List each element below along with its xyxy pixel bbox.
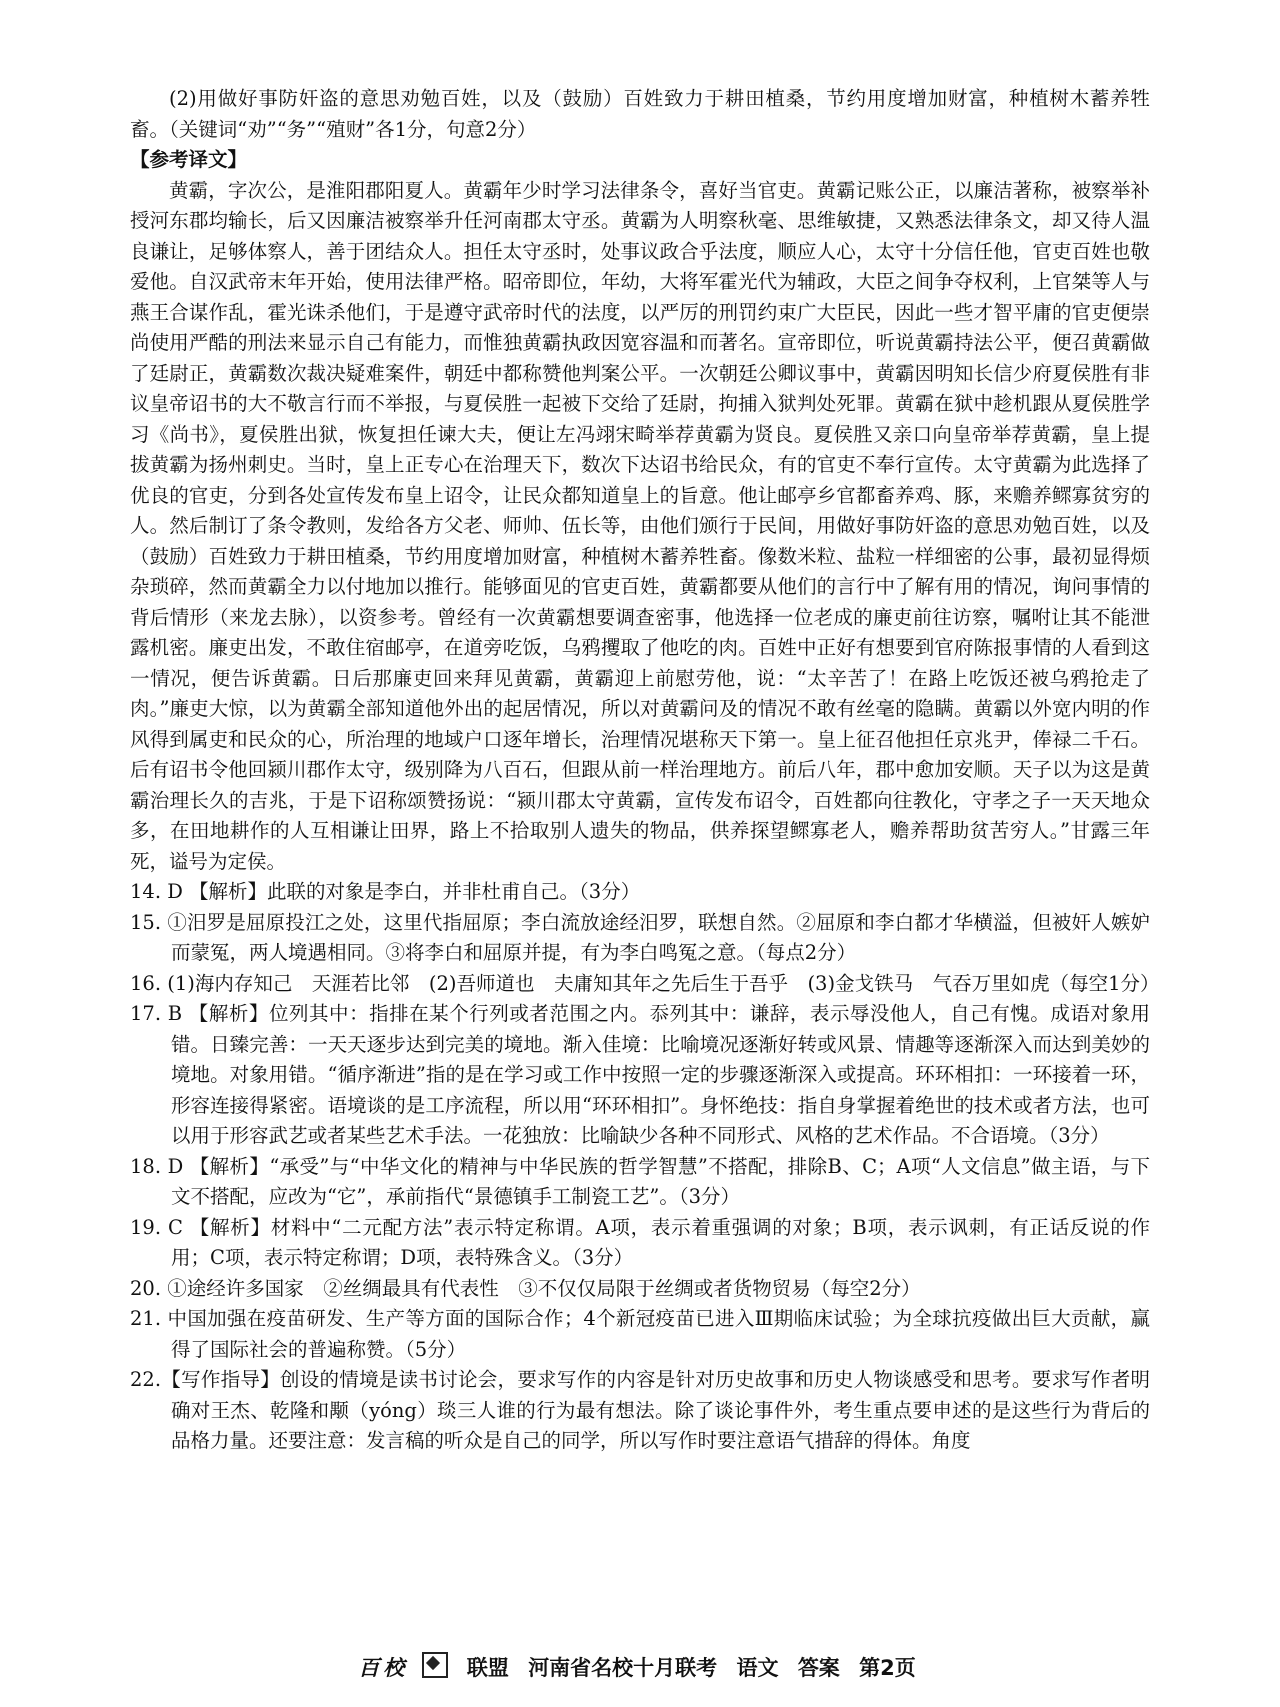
- answer-22: 22.【写作指导】创设的情境是读书讨论会，要求写作的内容是针对历史故事和历史人物谈感受和思考。要求写作者明确对王杰、乾隆和颙（yóng）琰三人谁的行为最有想法。除了谈论事件外，考生重点要申述的是这些行为背后的品格力量。还要注意：发言稿的听众是自己的同学，所以写作时要注意语气措辞的得体。角度: [130, 1368, 1150, 1452]
- answer-19: 19. C 【解析】材料中“二元配方法”表示特定称谓。A项，表示着重强调的对象；B项，表示讽刺，有正话反说的作用；C项，表示特定称谓；D项，表特殊含义。（3分）: [130, 1215, 1150, 1269]
- footer-alliance: 联盟: [466, 1656, 509, 1680]
- continuation-paragraph: (2)用做好事防奸盗的意思劝勉百姓，以及（鼓励）百姓致力于耕田植桑，节约用度增加财富，种植树木蓄养牲畜。（关键词“劝”“务”“殖财”各1分，句意2分）: [130, 87, 1150, 141]
- footer-subject: 语文: [736, 1656, 779, 1680]
- answer-20: 20. ①途经许多国家 ②丝绸最具有代表性 ③不仅仅局限于丝绸或者货物贸易（每空2分）: [130, 1276, 921, 1300]
- page-footer: [0, 1652, 1280, 1682]
- answer-14: 14. D 【解析】此联的对象是李白，并非杜甫自己。（3分）: [130, 880, 641, 903]
- answer-15: 15. ①汨罗是屈原投江之处，这里代指屈原；李白流放途经汨罗，联想自然。②屈原和李白都才华横溢，但被奸人嫉妒而蒙冤，两人境遇相同。③将李白和屈原并提，有为李白鸣冤之意。（每点2分）: [130, 910, 1150, 964]
- footer-page-number: 第2页: [859, 1656, 916, 1680]
- answer-sheet-page: [130, 84, 1160, 1457]
- alliance-logo-icon: [422, 1652, 448, 1678]
- answer-17: 17. B 【解析】位列其中：指排在某个行列或者范围之内。忝列其中：谦辞，表示辱没他人，自己有愧。成语对象用错。日臻完善：一天天逐步达到完美的境地。渐入佳境：比喻境况逐渐好转或风景、情趣等逐渐深入而达到美妙的境地。对象用错。“循序渐进”指的是在学习或工作中按照一定的步骤逐渐深入或提高。环环相扣：一环接着一环，形容连接得紧密。语境谈的是工序流程，所以用“环环相扣”。身怀绝技：指自身掌握着绝世的技术或者方法，也可以用于形容武艺或者某些艺术手法。一花独放：比喻缺少各种不同形式、风格的艺术作品。不合语境。（3分）: [130, 1002, 1150, 1147]
- translation-header: 【参考译文】: [130, 148, 248, 171]
- footer-exam-name: 河南省名校十月联考: [528, 1656, 718, 1680]
- footer-brand: 百校: [358, 1655, 409, 1680]
- answer-21: 21. 中国加强在疫苗研发、生产等方面的国际合作；4个新冠疫苗已进入Ⅲ期临床试验；为全球抗疫做出巨大贡献，赢得了国际社会的普遍称赞。（5分）: [130, 1307, 1150, 1361]
- answer-16: 16. (1)海内存知己 天涯若比邻 (2)吾师道也 夫庸知其年之先后生于吾乎 (3)金戈铁马 气吞万里如虎（每空1分）: [130, 971, 1160, 995]
- answer-18: 18. D 【解析】“承受”与“中华文化的精神与中华民族的哲学智慧”不搭配，排除B、C；A项“人文信息”做主语，与下文不搭配，应改为“它”，承前指代“景德镇手工制瓷工艺”。（3分）: [130, 1154, 1150, 1208]
- footer-type: 答案: [797, 1656, 840, 1680]
- translation-body: 黄霸，字次公，是淮阳郡阳夏人。黄霸年少时学习法律条令，喜好当官吏。黄霸记账公正，以廉洁著称，被察举补授河东郡均输长，后又因廉洁被察举升任河南郡太守丞。黄霸为人明察秋毫、思维敏捷，又熟悉法律条文，却又待人温良谦让，足够体察人，善于团结众人。担任太守丞时，处事议政合乎法度，顺应人心，太守十分信任他，官吏百姓也敬爱他。自汉武帝末年开始，使用法律严格。昭帝即位，年幼，大将军霍光代为辅政，大臣之间争夺权利，上官桀等人与燕王合谋作乱，霍光诛杀他们，于是遵守武帝时代的法度，以严厉的刑罚约束广大臣民，因此一些才智平庸的官吏便崇尚使用严酷的刑法来显示自己有能力，而惟独黄霸执政因宽容温和而著名。宣帝即位，听说黄霸持法公平，便召黄霸做了廷尉正，黄霸数次裁决疑难案件，朝廷中都称赞他判案公平。一次朝廷公卿议事中，黄霸因明知长信少府夏侯胜有非议皇帝诏书的大不敬言行而不举报，与夏侯胜一起被下交给了廷尉，拘捕入狱判处死罪。黄霸在狱中趁机跟从夏侯胜学习《尚书》，夏侯胜出狱，恢复担任谏大夫，便让左冯翊宋畸举荐黄霸为贤良。夏侯胜又亲口向皇帝举荐黄霸，皇上提拔黄霸为扬州刺史。当时，皇上正专心在治理天下，数次下达诏书给民众，有的官吏不奉行宣传。太守黄霸为此选择了优良的官吏，分到各处宣传发布皇上诏令，让民众都知道皇上的旨意。他让邮亭乡官都畜养鸡、豚，来赡养鳏寡贫穷的人。然后制订了条令教则，发给各方父老、师帅、伍长等，由他们颁行于民间，用做好事防奸盗的意思劝勉百姓，以及（鼓励）百姓致力于耕田植桑，节约用度增加财富，种植树木蓄养牲畜。像数米粒、盐粒一样细密的公事，最初显得烦杂琐碎，然而黄霸全力以付地加以推行。能够面见的官吏百姓，黄霸都要从他们的言行中了解有用的情况，询问事情的背后情形（来龙去脉），以资参考。曾经有一次黄霸想要调查密事，他选择一位老成的廉吏前往访察，嘱咐让其不能泄露机密。廉吏出发，不敢住宿邮亭，在道旁吃饭，乌鸦攫取了他吃的肉。百姓中正好有想要到官府陈报事情的人看到这一情况，便告诉黄霸。日后那廉吏回来拜见黄霸，黄霸迎上前慰劳他，说：“太辛苦了！在路上吃饭还被乌鸦抢走了肉。”廉吏大惊，以为黄霸全部知道他外出的起居情况，所以对黄霸问及的情况不敢有丝毫的隐瞒。黄霸以外宽内明的作风得到属吏和民众的心，所治理的地域户口逐年增长，治理情况堪称天下第一。皇上征召他担任京兆尹，俸禄二千石。后有诏书令他回颍川郡作太守，级别降为八百石，但跟从前一样治理地方。前后八年，郡中愈加安顺。天子以为这是黄霸治理长久的吉兆，于是下诏称颂赞扬说：“颍川郡太守黄霸，宣传发布诏令，百姓都向往教化，守孝之子一天天地众多，在田地耕作的人互相谦让田界，路上不拾取别人遗失的物品，供养探望鳏寡老人，赡养帮助贫苦穷人。”甘露三年死，谥号为定侯。: [130, 178, 1150, 873]
